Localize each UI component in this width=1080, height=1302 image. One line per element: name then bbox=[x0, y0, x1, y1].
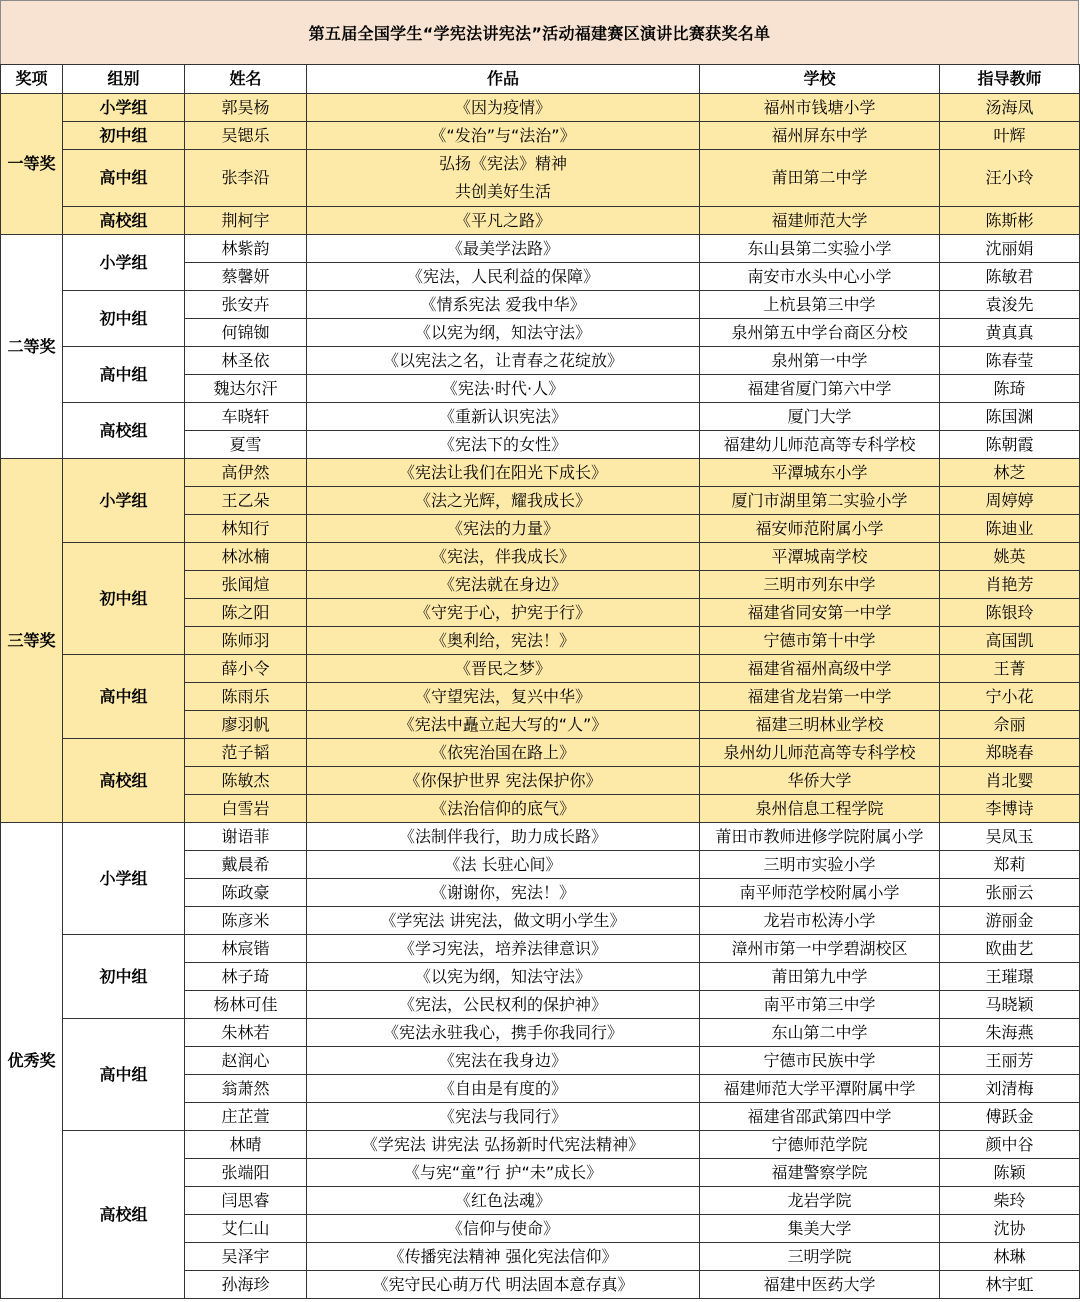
award-level: 优秀奖 bbox=[1, 823, 63, 1299]
school-name: 南平师范学校附属小学 bbox=[700, 879, 940, 907]
table-row bbox=[1, 739, 1080, 767]
school-name: 福安师范附属小学 bbox=[700, 515, 940, 543]
work-title: 《宪法与我同行》 bbox=[307, 1103, 700, 1131]
student-name: 白雪岩 bbox=[185, 795, 307, 823]
student-name: 蔡馨妍 bbox=[185, 263, 307, 291]
teacher-name: 沈丽娟 bbox=[940, 235, 1080, 263]
work-title: 《晋民之梦》 bbox=[307, 655, 700, 683]
teacher-name: 周婷婷 bbox=[940, 487, 1080, 515]
student-name: 谢语菲 bbox=[185, 823, 307, 851]
school-name: 三明市列东中学 bbox=[700, 571, 940, 599]
work-title: 《宪法的力量》 bbox=[307, 515, 700, 543]
work-title: 《平凡之路》 bbox=[307, 207, 700, 235]
work-title: 《法 长驻心间》 bbox=[307, 851, 700, 879]
group-cell: 小学组 bbox=[63, 823, 185, 935]
work-title: 《法制伴我行，助力成长路》 bbox=[307, 823, 700, 851]
school-name: 泉州第一中学 bbox=[700, 347, 940, 375]
teacher-name: 张丽云 bbox=[940, 879, 1080, 907]
teacher-name: 刘清梅 bbox=[940, 1075, 1080, 1103]
group-cell: 初中组 bbox=[63, 122, 185, 150]
table-row bbox=[1, 655, 1080, 683]
work-title: 《情系宪法 爱我中华》 bbox=[307, 291, 700, 319]
group-cell: 初中组 bbox=[63, 543, 185, 655]
student-name: 范子韬 bbox=[185, 739, 307, 767]
student-name: 张安卉 bbox=[185, 291, 307, 319]
student-name: 艾仁山 bbox=[185, 1215, 307, 1243]
work-title: 《宪守民心萌万代 明法固本意存真》 bbox=[307, 1271, 700, 1299]
teacher-name: 傅跃金 bbox=[940, 1103, 1080, 1131]
teacher-name: 汪小玲 bbox=[940, 150, 1080, 207]
student-name: 王乙朵 bbox=[185, 487, 307, 515]
teacher-name: 汤海凤 bbox=[940, 94, 1080, 122]
school-name: 龙岩学院 bbox=[700, 1187, 940, 1215]
student-name: 薛小令 bbox=[185, 655, 307, 683]
table-row bbox=[1, 459, 1080, 487]
school-name: 福建省同安第一中学 bbox=[700, 599, 940, 627]
work-title: 《宪法永驻我心，携手你我同行》 bbox=[307, 1019, 700, 1047]
teacher-name: 肖北婴 bbox=[940, 767, 1080, 795]
teacher-name: 欧曲艺 bbox=[940, 935, 1080, 963]
teacher-name: 陈朝霞 bbox=[940, 431, 1080, 459]
table-row bbox=[1, 94, 1080, 122]
work-title-line-1: 弘扬《宪法》精神 bbox=[438, 154, 567, 173]
work-title: 《重新认识宪法》 bbox=[307, 403, 700, 431]
table-row bbox=[1, 207, 1080, 235]
header-name: 姓名 bbox=[185, 65, 307, 94]
school-name: 厦门大学 bbox=[700, 403, 940, 431]
school-name: 南安市水头中心小学 bbox=[700, 263, 940, 291]
student-name: 朱林若 bbox=[185, 1019, 307, 1047]
work-title: 《守望宪法，复兴中华》 bbox=[307, 683, 700, 711]
header-school: 学校 bbox=[700, 65, 940, 94]
student-name: 廖羽帆 bbox=[185, 711, 307, 739]
table-row bbox=[1, 403, 1080, 431]
teacher-name: 王菁 bbox=[940, 655, 1080, 683]
teacher-name: 游丽金 bbox=[940, 907, 1080, 935]
student-name: 夏雪 bbox=[185, 431, 307, 459]
student-name: 孙海珍 bbox=[185, 1271, 307, 1299]
teacher-name: 郑晓春 bbox=[940, 739, 1080, 767]
student-name: 陈彦米 bbox=[185, 907, 307, 935]
teacher-name: 肖艳芳 bbox=[940, 571, 1080, 599]
work-title: 《法之光辉，耀我成长》 bbox=[307, 487, 700, 515]
student-name: 陈之阳 bbox=[185, 599, 307, 627]
awards-body bbox=[1, 94, 1080, 1299]
teacher-name: 袁浚先 bbox=[940, 291, 1080, 319]
work-title: 《学宪法 讲宪法，做文明小学生》 bbox=[307, 907, 700, 935]
work-title: 《学习宪法，培养法律意识》 bbox=[307, 935, 700, 963]
teacher-name: 陈迪业 bbox=[940, 515, 1080, 543]
teacher-name: 朱海燕 bbox=[940, 1019, 1080, 1047]
group-cell: 高校组 bbox=[63, 207, 185, 235]
student-name: 翁萧然 bbox=[185, 1075, 307, 1103]
school-name: 华侨大学 bbox=[700, 767, 940, 795]
table-row bbox=[1, 235, 1080, 263]
teacher-name: 郑莉 bbox=[940, 851, 1080, 879]
student-name: 陈雨乐 bbox=[185, 683, 307, 711]
work-title: 《学宪法 讲宪法 弘扬新时代宪法精神》 bbox=[307, 1131, 700, 1159]
award-level: 三等奖 bbox=[1, 459, 63, 823]
teacher-name: 柴玲 bbox=[940, 1187, 1080, 1215]
teacher-name: 陈斯彬 bbox=[940, 207, 1080, 235]
student-name: 陈政豪 bbox=[185, 879, 307, 907]
teacher-name: 沈协 bbox=[940, 1215, 1080, 1243]
work-title: 《法治信仰的底气》 bbox=[307, 795, 700, 823]
work-title: 《宪法在我身边》 bbox=[307, 1047, 700, 1075]
header-row bbox=[1, 65, 1080, 94]
table-row bbox=[1, 1131, 1080, 1159]
table-row bbox=[1, 347, 1080, 375]
teacher-name: 陈颖 bbox=[940, 1159, 1080, 1187]
student-name: 张端阳 bbox=[185, 1159, 307, 1187]
student-name: 魏达尔汗 bbox=[185, 375, 307, 403]
school-name: 福建幼儿师范高等专科学校 bbox=[700, 431, 940, 459]
school-name: 平潭城南学校 bbox=[700, 543, 940, 571]
work-title: 《宪法中矗立起大写的“人”》 bbox=[307, 711, 700, 739]
teacher-name: 高国凯 bbox=[940, 627, 1080, 655]
group-cell: 小学组 bbox=[63, 459, 185, 543]
table-row bbox=[1, 291, 1080, 319]
school-name: 福州屏东中学 bbox=[700, 122, 940, 150]
school-name: 泉州幼儿师范高等专科学校 bbox=[700, 739, 940, 767]
work-title: 《宪法就在身边》 bbox=[307, 571, 700, 599]
student-name: 戴晨希 bbox=[185, 851, 307, 879]
teacher-name: 马晓颖 bbox=[940, 991, 1080, 1019]
student-name: 郭昊杨 bbox=[185, 94, 307, 122]
school-name: 福建警察学院 bbox=[700, 1159, 940, 1187]
student-name: 车晓轩 bbox=[185, 403, 307, 431]
table-row bbox=[1, 543, 1080, 571]
school-name: 上杭县第三中学 bbox=[700, 291, 940, 319]
work-title: 《依宪治国在路上》 bbox=[307, 739, 700, 767]
teacher-name: 陈银玲 bbox=[940, 599, 1080, 627]
school-name: 宁德市第十中学 bbox=[700, 627, 940, 655]
student-name: 吴锶乐 bbox=[185, 122, 307, 150]
work-title-line-2: 共创美好生活 bbox=[454, 182, 551, 201]
school-name: 东山县第二实验小学 bbox=[700, 235, 940, 263]
student-name: 闫思睿 bbox=[185, 1187, 307, 1215]
teacher-name: 宁小花 bbox=[940, 683, 1080, 711]
student-name: 张闻煊 bbox=[185, 571, 307, 599]
table-row bbox=[1, 122, 1080, 150]
group-cell: 高校组 bbox=[63, 1131, 185, 1299]
header-group: 组别 bbox=[63, 65, 185, 94]
teacher-name: 陈国渊 bbox=[940, 403, 1080, 431]
group-cell: 高中组 bbox=[63, 347, 185, 403]
work-title: 《“发治”与“法治”》 bbox=[307, 122, 700, 150]
group-cell: 高中组 bbox=[63, 655, 185, 739]
teacher-name: 陈敏君 bbox=[940, 263, 1080, 291]
table-row bbox=[1, 935, 1080, 963]
work-title: 《以宪为纲，知法守法》 bbox=[307, 319, 700, 347]
school-name: 平潭城东小学 bbox=[700, 459, 940, 487]
teacher-name: 叶辉 bbox=[940, 122, 1080, 150]
group-cell: 初中组 bbox=[63, 935, 185, 1019]
group-cell: 初中组 bbox=[63, 291, 185, 347]
student-name: 林紫韵 bbox=[185, 235, 307, 263]
work-title: 《奥利给，宪法！》 bbox=[307, 627, 700, 655]
school-name: 南平市第三中学 bbox=[700, 991, 940, 1019]
student-name: 高伊然 bbox=[185, 459, 307, 487]
teacher-name: 林芝 bbox=[940, 459, 1080, 487]
group-cell: 高中组 bbox=[63, 1019, 185, 1131]
teacher-name: 陈琦 bbox=[940, 375, 1080, 403]
school-name: 福建省厦门第六中学 bbox=[700, 375, 940, 403]
student-name: 庄芷萱 bbox=[185, 1103, 307, 1131]
work-title: 《守宪于心，护宪于行》 bbox=[307, 599, 700, 627]
teacher-name: 陈春莹 bbox=[940, 347, 1080, 375]
school-name: 福建省福州高级中学 bbox=[700, 655, 940, 683]
school-name: 宁德师范学院 bbox=[700, 1131, 940, 1159]
student-name: 吴泽宇 bbox=[185, 1243, 307, 1271]
work-title: 《以宪为纲，知法守法》 bbox=[307, 963, 700, 991]
school-name: 莆田第九中学 bbox=[700, 963, 940, 991]
school-name: 福建师范大学 bbox=[700, 207, 940, 235]
work-title: 《宪法，人民利益的保障》 bbox=[307, 263, 700, 291]
work-title: 《宪法让我们在阳光下成长》 bbox=[307, 459, 700, 487]
teacher-name: 王璀璟 bbox=[940, 963, 1080, 991]
school-name: 莆田市教师进修学院附属小学 bbox=[700, 823, 940, 851]
teacher-name: 颜中谷 bbox=[940, 1131, 1080, 1159]
student-name: 张李沿 bbox=[185, 150, 307, 207]
school-name: 福建中医药大学 bbox=[700, 1271, 940, 1299]
school-name: 福建三明林业学校 bbox=[700, 711, 940, 739]
award-level: 一等奖 bbox=[1, 94, 63, 235]
teacher-name: 李博诗 bbox=[940, 795, 1080, 823]
student-name: 杨林可佳 bbox=[185, 991, 307, 1019]
group-cell: 高校组 bbox=[63, 403, 185, 459]
teacher-name: 佘丽 bbox=[940, 711, 1080, 739]
work-title: 《红色法魂》 bbox=[307, 1187, 700, 1215]
school-name: 漳州市第一中学碧湖校区 bbox=[700, 935, 940, 963]
teacher-name: 林宇虹 bbox=[940, 1271, 1080, 1299]
student-name: 林冰楠 bbox=[185, 543, 307, 571]
school-name: 东山第二中学 bbox=[700, 1019, 940, 1047]
work-title bbox=[307, 150, 700, 207]
award-level: 二等奖 bbox=[1, 235, 63, 459]
school-name: 福建师范大学平潭附属中学 bbox=[700, 1075, 940, 1103]
student-name: 林圣依 bbox=[185, 347, 307, 375]
work-title: 《谢谢你，宪法！》 bbox=[307, 879, 700, 907]
school-name: 三明学院 bbox=[700, 1243, 940, 1271]
work-title: 《因为疫情》 bbox=[307, 94, 700, 122]
student-name: 赵润心 bbox=[185, 1047, 307, 1075]
group-cell: 小学组 bbox=[63, 235, 185, 291]
work-title: 《传播宪法精神 强化宪法信仰》 bbox=[307, 1243, 700, 1271]
student-name: 林子琦 bbox=[185, 963, 307, 991]
group-cell: 小学组 bbox=[63, 94, 185, 122]
awards-table bbox=[0, 64, 1080, 1299]
teacher-name: 吴凤玉 bbox=[940, 823, 1080, 851]
school-name: 福建省邵武第四中学 bbox=[700, 1103, 940, 1131]
school-name: 莆田第二中学 bbox=[700, 150, 940, 207]
table-row bbox=[1, 823, 1080, 851]
school-name: 泉州第五中学台商区分校 bbox=[700, 319, 940, 347]
teacher-name: 王丽芳 bbox=[940, 1047, 1080, 1075]
student-name: 荆柯宇 bbox=[185, 207, 307, 235]
work-title: 《信仰与使命》 bbox=[307, 1215, 700, 1243]
header-award: 奖项 bbox=[1, 65, 63, 94]
student-name: 何锦铷 bbox=[185, 319, 307, 347]
teacher-name: 姚英 bbox=[940, 543, 1080, 571]
work-title: 《宪法·时代·人》 bbox=[307, 375, 700, 403]
school-name: 三明市实验小学 bbox=[700, 851, 940, 879]
school-name: 泉州信息工程学院 bbox=[700, 795, 940, 823]
work-title: 《以宪法之名，让青春之花绽放》 bbox=[307, 347, 700, 375]
student-name: 陈敏杰 bbox=[185, 767, 307, 795]
teacher-name: 黄真真 bbox=[940, 319, 1080, 347]
header-teacher: 指导教师 bbox=[940, 65, 1080, 94]
school-name: 宁德市民族中学 bbox=[700, 1047, 940, 1075]
table-row bbox=[1, 150, 1080, 207]
student-name: 陈师羽 bbox=[185, 627, 307, 655]
work-title: 《自由是有度的》 bbox=[307, 1075, 700, 1103]
work-title: 《你保护世界 宪法保护你》 bbox=[307, 767, 700, 795]
table-row bbox=[1, 1019, 1080, 1047]
student-name: 林知行 bbox=[185, 515, 307, 543]
school-name: 福州市钱塘小学 bbox=[700, 94, 940, 122]
header-work: 作品 bbox=[307, 65, 700, 94]
school-name: 集美大学 bbox=[700, 1215, 940, 1243]
school-name: 龙岩市松涛小学 bbox=[700, 907, 940, 935]
work-title: 《宪法，伴我成长》 bbox=[307, 543, 700, 571]
school-name: 福建省龙岩第一中学 bbox=[700, 683, 940, 711]
work-title: 《宪法下的女性》 bbox=[307, 431, 700, 459]
work-title: 《与宪“童”行 护“未”成长》 bbox=[307, 1159, 700, 1187]
group-cell: 高中组 bbox=[63, 150, 185, 207]
work-title: 《最美学法路》 bbox=[307, 235, 700, 263]
student-name: 林晴 bbox=[185, 1131, 307, 1159]
group-cell: 高校组 bbox=[63, 739, 185, 823]
school-name: 厦门市湖里第二实验小学 bbox=[700, 487, 940, 515]
work-title: 《宪法，公民权利的保护神》 bbox=[307, 991, 700, 1019]
page-title: 第五届全国学生“学宪法讲宪法”活动福建赛区演讲比赛获奖名单 bbox=[0, 0, 1079, 65]
teacher-name: 林琳 bbox=[940, 1243, 1080, 1271]
student-name: 林宸锴 bbox=[185, 935, 307, 963]
